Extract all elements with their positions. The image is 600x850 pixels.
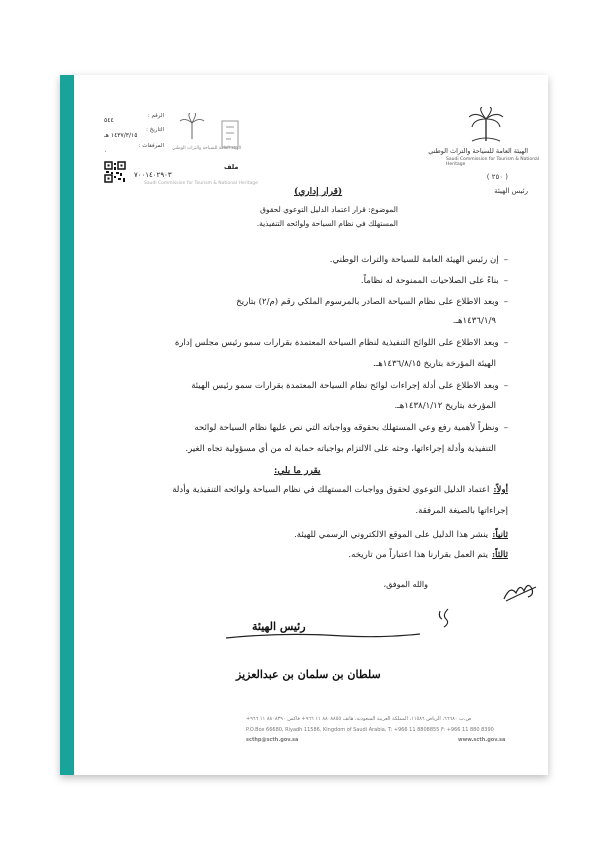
signatory-name: سلطان بن سلمان بن عبدالعزيز bbox=[236, 668, 381, 681]
closing-text: والله الموفق، bbox=[383, 580, 428, 589]
subject-line-2: المستهلك في نظام السياحة ولوائحه التنفيذية. bbox=[256, 219, 398, 228]
signature-stroke bbox=[224, 630, 424, 642]
decision-first-cont: إجراءاتها بالصيغة المرفقة. bbox=[415, 506, 508, 516]
decision-second: ثانياً:ينشر هذا الدليل على الموقع الالكتروني الرسمي للهيئة. bbox=[294, 530, 508, 540]
body-item-6-cont: التنفيذية وأدلة إجراءاتها، وحثه على الالتزام بواجباته حماية له من أي مسؤولية تجاه الغير. bbox=[185, 444, 496, 454]
org-name-ar: الهيئة العامة للسياحة والتراث الوطني bbox=[428, 147, 528, 155]
signatory-title: رئيس الهيئة bbox=[252, 620, 306, 633]
attachments-value: ٠ bbox=[104, 148, 108, 155]
stamp-name-ar: الهيئة العامة للسياحة والتراث الوطني bbox=[172, 146, 242, 151]
file-value: ٧٠٠١٤٠٢٩٠٣ bbox=[134, 171, 172, 179]
teal-edge bbox=[60, 75, 74, 775]
decides-heading: يقرر ما يلي: bbox=[274, 466, 321, 476]
body-item-3-cont: ١٤٣٦/١/٩هـ. bbox=[452, 316, 496, 326]
body-item-4: –وبعد الاطلاع على اللوائح التنفيذية لنظام السياحة المعتمدة بقرارات سمو رئيس مجلس إدارة bbox=[174, 338, 508, 348]
file-label: ملف bbox=[224, 163, 239, 171]
decision-third: ثالثاً:يتم العمل بقرارنا هذا اعتباراً من تاريخه. bbox=[348, 550, 508, 560]
body-item-6: –ونظراً لأهمية رفع وعي المستهلك بحقوقه وواجباته التي نص عليها نظام السياحة لوائحه bbox=[194, 423, 508, 433]
footer-address-en: P.O.Box 66680, Riyadh 11586, Kingdom of Saudi Arabia, T: +966 11 8808855 F: +966 11 880 8390 bbox=[246, 727, 494, 733]
stamp-name-en: Saudi Commission for Tourism & National Heritage bbox=[144, 181, 258, 186]
body-item-2: –بناءً على الصلاحيات الممنوحة له نظاماً. bbox=[360, 276, 508, 286]
date-label: التاريخ : bbox=[146, 127, 164, 133]
office-number: ( ٢٥٠ ) bbox=[486, 173, 508, 181]
document-title: (قرار إداري) bbox=[294, 187, 343, 197]
stamp-emblem-icon bbox=[219, 119, 241, 149]
body-item-5-cont: المؤرخة بتاريخ ١٤٣٨/١/١٢هـ. bbox=[394, 401, 496, 411]
body-item-4-cont: الهيئة المؤرخة بتاريخ ١٤٣٦/٨/١٥هـ. bbox=[372, 359, 496, 369]
footer-website: www.scth.gov.sa bbox=[458, 737, 506, 743]
qr-code-icon bbox=[104, 161, 126, 183]
attachments-label: المرفقات : bbox=[138, 143, 164, 149]
subject-line-1: الموضوع: قرار اعتماد الدليل التوعوي لحقوق bbox=[260, 205, 398, 214]
body-item-1: –إن رئيس الهيئة العامة للسياحة والتراث الوطني. bbox=[329, 255, 508, 265]
body-item-5: –وبعد الاطلاع على أدلة إجراءات لوائح نظام السياحة المعتمدة بقرارات سمو رئيس الهيئة bbox=[191, 381, 508, 391]
handwritten-initial bbox=[500, 575, 540, 607]
letter-sheet bbox=[74, 75, 548, 775]
body-item-3: –وبعد الاطلاع على نظام السياحة الصادر بالمرسوم الملكي رقم (م/٢) بتاريخ bbox=[236, 297, 508, 307]
palm-logo-icon bbox=[466, 107, 506, 145]
ref-number-value: ٥٤٤ bbox=[104, 117, 114, 124]
office-label: رئيس الهيئة bbox=[494, 187, 528, 195]
document-frame bbox=[60, 75, 548, 775]
ref-number-label: الرقم : bbox=[147, 113, 164, 119]
stamp-palm-icon bbox=[178, 113, 206, 143]
footer-email: scthp@scth.gov.sa bbox=[246, 737, 299, 743]
footer-address-ar: ص.ب ٦٦٦٨٠، الرياض ١١٥٨٦، المملكة العربية السعودية، هاتف ٨٨٠٨٨٥٥ ١١ ٩٦٦+ فاكس ٨٨٠٨٣٩٠ ١١ ٩٦٦+ bbox=[246, 716, 472, 722]
org-name-en: Saudi Commission for Tourism & National Heritage bbox=[446, 157, 540, 167]
handwritten-mark bbox=[436, 607, 456, 629]
date-value: ١٤٣٧/٣/١٥ هـ bbox=[104, 132, 138, 139]
decision-first: أولاً:اعتماد الدليل التوعوي لحقوق وواجبات المستهلك في نظام السياحة ولوائحه التنفيذية وأدلة bbox=[172, 485, 508, 495]
